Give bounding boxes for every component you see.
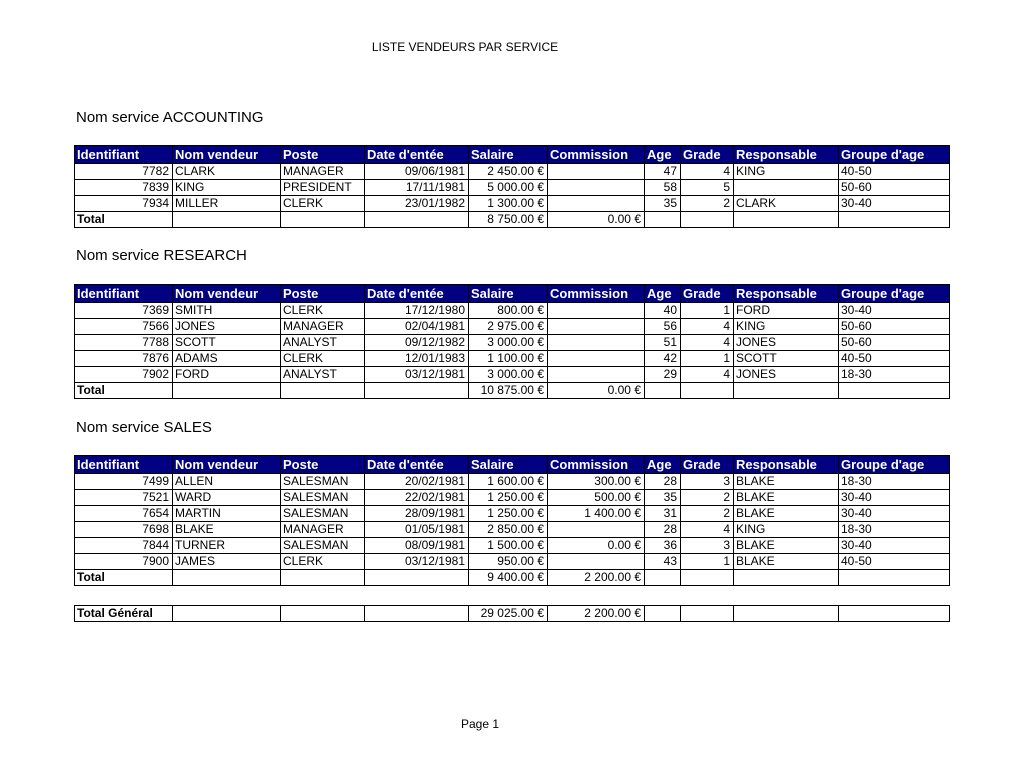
- cell-poste: CLERK: [281, 196, 365, 212]
- cell-groupe-age: 50-60: [839, 319, 950, 335]
- cell-nom-vendeur: FORD: [173, 367, 281, 383]
- cell-salaire: 950.00 €: [469, 554, 548, 570]
- cell-commission: [548, 351, 645, 367]
- cell-commission: [548, 522, 645, 538]
- total-empty-cell: [681, 212, 734, 228]
- cell-grade: 3: [681, 474, 734, 490]
- cell-age: 47: [645, 164, 681, 180]
- column-header-commission: Commission: [548, 146, 645, 164]
- cell-grade: 4: [681, 367, 734, 383]
- total-empty-cell: [645, 212, 681, 228]
- column-header-identifiant: Identifiant: [75, 456, 173, 474]
- cell-grade: 1: [681, 303, 734, 319]
- grand-total-empty-cell: [681, 606, 734, 622]
- table-row: [75, 522, 950, 538]
- column-header-groupe-age: Groupe d'age: [839, 146, 950, 164]
- cell-groupe-age: 30-40: [839, 490, 950, 506]
- total-empty-cell: [681, 570, 734, 586]
- cell-commission: [548, 319, 645, 335]
- cell-age: 28: [645, 522, 681, 538]
- cell-groupe-age: 30-40: [839, 303, 950, 319]
- cell-responsable: BLAKE: [734, 554, 839, 570]
- cell-date-entree: 03/12/1981: [365, 367, 469, 383]
- total-empty-cell: [173, 383, 281, 399]
- cell-groupe-age: 18-30: [839, 522, 950, 538]
- cell-groupe-age: 30-40: [839, 538, 950, 554]
- column-header-commission: Commission: [548, 285, 645, 303]
- cell-poste: ANALYST: [281, 367, 365, 383]
- grand-total-salaire: 29 025.00 €: [469, 606, 548, 622]
- section-heading-research: Nom service RESEARCH: [76, 247, 247, 264]
- cell-grade: 1: [681, 351, 734, 367]
- cell-responsable: KING: [734, 522, 839, 538]
- cell-commission: 500.00 €: [548, 490, 645, 506]
- total-salaire: 8 750.00 €: [469, 212, 548, 228]
- total-empty-cell: [173, 570, 281, 586]
- page-number: Page 1: [460, 717, 500, 731]
- grand-total-commission: 2 200.00 €: [548, 606, 645, 622]
- cell-salaire: 3 000.00 €: [469, 335, 548, 351]
- column-header-date-entree: Date d'entée: [365, 456, 469, 474]
- cell-date-entree: 09/06/1981: [365, 164, 469, 180]
- table-row: [75, 554, 950, 570]
- cell-date-entree: 17/12/1980: [365, 303, 469, 319]
- cell-date-entree: 17/11/1981: [365, 180, 469, 196]
- total-empty-cell: [839, 383, 950, 399]
- total-empty-cell: [365, 212, 469, 228]
- cell-groupe-age: 50-60: [839, 180, 950, 196]
- cell-responsable: BLAKE: [734, 506, 839, 522]
- header-row: [75, 146, 950, 164]
- table-row: [75, 319, 950, 335]
- grand-total-empty-cell: [173, 606, 281, 622]
- cell-salaire: 1 100.00 €: [469, 351, 548, 367]
- cell-grade: 2: [681, 490, 734, 506]
- cell-nom-vendeur: SCOTT: [173, 335, 281, 351]
- section-heading-accounting: Nom service ACCOUNTING: [76, 109, 264, 126]
- cell-age: 40: [645, 303, 681, 319]
- cell-responsable: [734, 180, 839, 196]
- cell-responsable: BLAKE: [734, 538, 839, 554]
- total-empty-cell: [734, 383, 839, 399]
- total-label: Total: [75, 383, 173, 399]
- cell-nom-vendeur: CLARK: [173, 164, 281, 180]
- total-empty-cell: [281, 383, 365, 399]
- column-header-identifiant: Identifiant: [75, 146, 173, 164]
- cell-poste: ANALYST: [281, 335, 365, 351]
- cell-salaire: 800.00 €: [469, 303, 548, 319]
- total-empty-cell: [281, 570, 365, 586]
- cell-grade: 5: [681, 180, 734, 196]
- total-empty-cell: [681, 383, 734, 399]
- cell-commission: [548, 335, 645, 351]
- cell-poste: CLERK: [281, 303, 365, 319]
- cell-salaire: 2 450.00 €: [469, 164, 548, 180]
- cell-date-entree: 02/04/1981: [365, 319, 469, 335]
- cell-identifiant: 7782: [75, 164, 173, 180]
- total-empty-cell: [839, 570, 950, 586]
- cell-grade: 3: [681, 538, 734, 554]
- table-row: [75, 367, 950, 383]
- grand-total-empty-cell: [645, 606, 681, 622]
- cell-commission: 1 400.00 €: [548, 506, 645, 522]
- column-header-nom-vendeur: Nom vendeur: [173, 146, 281, 164]
- cell-groupe-age: 40-50: [839, 164, 950, 180]
- cell-nom-vendeur: TURNER: [173, 538, 281, 554]
- cell-commission: [548, 196, 645, 212]
- table-row: [75, 164, 950, 180]
- cell-grade: 1: [681, 554, 734, 570]
- cell-age: 31: [645, 506, 681, 522]
- column-header-groupe-age: Groupe d'age: [839, 456, 950, 474]
- cell-identifiant: 7698: [75, 522, 173, 538]
- column-header-date-entree: Date d'entée: [365, 285, 469, 303]
- table-row: [75, 351, 950, 367]
- column-header-salaire: Salaire: [469, 456, 548, 474]
- cell-commission: [548, 554, 645, 570]
- cell-nom-vendeur: KING: [173, 180, 281, 196]
- cell-date-entree: 23/01/1982: [365, 196, 469, 212]
- cell-poste: MANAGER: [281, 164, 365, 180]
- table-accounting: [74, 145, 950, 228]
- cell-poste: SALESMAN: [281, 538, 365, 554]
- cell-salaire: 5 000.00 €: [469, 180, 548, 196]
- cell-salaire: 2 850.00 €: [469, 522, 548, 538]
- report-title: LISTE VENDEURS PAR SERVICE: [371, 40, 559, 54]
- column-header-nom-vendeur: Nom vendeur: [173, 456, 281, 474]
- cell-poste: MANAGER: [281, 522, 365, 538]
- table-row: [75, 506, 950, 522]
- column-header-age: Age: [645, 146, 681, 164]
- cell-date-entree: 03/12/1981: [365, 554, 469, 570]
- table-research: [74, 284, 950, 399]
- cell-commission: [548, 303, 645, 319]
- cell-responsable: SCOTT: [734, 351, 839, 367]
- cell-nom-vendeur: SMITH: [173, 303, 281, 319]
- total-commission: 0.00 €: [548, 383, 645, 399]
- cell-poste: MANAGER: [281, 319, 365, 335]
- cell-nom-vendeur: ALLEN: [173, 474, 281, 490]
- header-row: [75, 285, 950, 303]
- table-row: [75, 538, 950, 554]
- total-salaire: 10 875.00 €: [469, 383, 548, 399]
- cell-age: 56: [645, 319, 681, 335]
- cell-identifiant: 7654: [75, 506, 173, 522]
- cell-grade: 2: [681, 506, 734, 522]
- column-header-grade: Grade: [681, 285, 734, 303]
- total-empty-cell: [734, 570, 839, 586]
- cell-groupe-age: 18-30: [839, 367, 950, 383]
- cell-identifiant: 7934: [75, 196, 173, 212]
- column-header-poste: Poste: [281, 285, 365, 303]
- grand-total-empty-cell: [734, 606, 839, 622]
- total-label: Total: [75, 212, 173, 228]
- cell-commission: [548, 164, 645, 180]
- cell-age: 51: [645, 335, 681, 351]
- cell-salaire: 1 500.00 €: [469, 538, 548, 554]
- table-row: [75, 303, 950, 319]
- total-row: [75, 570, 950, 586]
- cell-groupe-age: 40-50: [839, 554, 950, 570]
- cell-poste: SALESMAN: [281, 474, 365, 490]
- column-header-poste: Poste: [281, 456, 365, 474]
- column-header-responsable: Responsable: [734, 456, 839, 474]
- cell-date-entree: 20/02/1981: [365, 474, 469, 490]
- column-header-salaire: Salaire: [469, 285, 548, 303]
- cell-date-entree: 28/09/1981: [365, 506, 469, 522]
- section-heading-sales: Nom service SALES: [76, 419, 212, 436]
- cell-commission: 0.00 €: [548, 538, 645, 554]
- cell-responsable: KING: [734, 319, 839, 335]
- total-empty-cell: [734, 212, 839, 228]
- cell-responsable: JONES: [734, 367, 839, 383]
- cell-groupe-age: 40-50: [839, 351, 950, 367]
- table-row: [75, 180, 950, 196]
- cell-poste: CLERK: [281, 554, 365, 570]
- grand-total-label: Total Général: [75, 606, 173, 622]
- cell-date-entree: 12/01/1983: [365, 351, 469, 367]
- cell-date-entree: 01/05/1981: [365, 522, 469, 538]
- column-header-date-entree: Date d'entée: [365, 146, 469, 164]
- column-header-age: Age: [645, 285, 681, 303]
- cell-identifiant: 7902: [75, 367, 173, 383]
- cell-salaire: 1 300.00 €: [469, 196, 548, 212]
- grand-total-empty-cell: [281, 606, 365, 622]
- cell-identifiant: 7844: [75, 538, 173, 554]
- cell-commission: 300.00 €: [548, 474, 645, 490]
- cell-responsable: BLAKE: [734, 490, 839, 506]
- cell-poste: CLERK: [281, 351, 365, 367]
- cell-poste: PRESIDENT: [281, 180, 365, 196]
- cell-responsable: KING: [734, 164, 839, 180]
- cell-commission: [548, 180, 645, 196]
- total-salaire: 9 400.00 €: [469, 570, 548, 586]
- table-row: [75, 490, 950, 506]
- cell-groupe-age: 30-40: [839, 506, 950, 522]
- grand-total-empty-cell: [839, 606, 950, 622]
- column-header-commission: Commission: [548, 456, 645, 474]
- cell-identifiant: 7788: [75, 335, 173, 351]
- column-header-responsable: Responsable: [734, 146, 839, 164]
- table-grand-total: [74, 605, 950, 622]
- total-commission: 2 200.00 €: [548, 570, 645, 586]
- cell-poste: SALESMAN: [281, 506, 365, 522]
- total-commission: 0.00 €: [548, 212, 645, 228]
- column-header-grade: Grade: [681, 456, 734, 474]
- cell-age: 36: [645, 538, 681, 554]
- cell-identifiant: 7369: [75, 303, 173, 319]
- total-empty-cell: [645, 383, 681, 399]
- cell-grade: 4: [681, 319, 734, 335]
- cell-age: 28: [645, 474, 681, 490]
- cell-identifiant: 7876: [75, 351, 173, 367]
- table-row: [75, 474, 950, 490]
- cell-date-entree: 08/09/1981: [365, 538, 469, 554]
- cell-nom-vendeur: MILLER: [173, 196, 281, 212]
- total-label: Total: [75, 570, 173, 586]
- cell-nom-vendeur: BLAKE: [173, 522, 281, 538]
- cell-salaire: 3 000.00 €: [469, 367, 548, 383]
- column-header-salaire: Salaire: [469, 146, 548, 164]
- cell-salaire: 1 250.00 €: [469, 506, 548, 522]
- grand-total-empty-cell: [365, 606, 469, 622]
- total-empty-cell: [281, 212, 365, 228]
- cell-grade: 4: [681, 522, 734, 538]
- cell-date-entree: 22/02/1981: [365, 490, 469, 506]
- total-empty-cell: [173, 212, 281, 228]
- cell-responsable: CLARK: [734, 196, 839, 212]
- cell-nom-vendeur: WARD: [173, 490, 281, 506]
- column-header-groupe-age: Groupe d'age: [839, 285, 950, 303]
- cell-responsable: BLAKE: [734, 474, 839, 490]
- total-empty-cell: [365, 383, 469, 399]
- column-header-poste: Poste: [281, 146, 365, 164]
- column-header-age: Age: [645, 456, 681, 474]
- cell-salaire: 1 600.00 €: [469, 474, 548, 490]
- cell-identifiant: 7839: [75, 180, 173, 196]
- column-header-grade: Grade: [681, 146, 734, 164]
- cell-salaire: 2 975.00 €: [469, 319, 548, 335]
- cell-age: 35: [645, 196, 681, 212]
- cell-nom-vendeur: JONES: [173, 319, 281, 335]
- cell-nom-vendeur: JAMES: [173, 554, 281, 570]
- column-header-responsable: Responsable: [734, 285, 839, 303]
- table-row: [75, 196, 950, 212]
- column-header-nom-vendeur: Nom vendeur: [173, 285, 281, 303]
- cell-identifiant: 7566: [75, 319, 173, 335]
- cell-groupe-age: 18-30: [839, 474, 950, 490]
- cell-groupe-age: 50-60: [839, 335, 950, 351]
- cell-responsable: FORD: [734, 303, 839, 319]
- cell-age: 29: [645, 367, 681, 383]
- cell-nom-vendeur: ADAMS: [173, 351, 281, 367]
- cell-age: 58: [645, 180, 681, 196]
- cell-age: 42: [645, 351, 681, 367]
- cell-identifiant: 7900: [75, 554, 173, 570]
- cell-groupe-age: 30-40: [839, 196, 950, 212]
- total-empty-cell: [645, 570, 681, 586]
- total-empty-cell: [839, 212, 950, 228]
- cell-nom-vendeur: MARTIN: [173, 506, 281, 522]
- cell-date-entree: 09/12/1982: [365, 335, 469, 351]
- total-row: [75, 383, 950, 399]
- cell-salaire: 1 250.00 €: [469, 490, 548, 506]
- total-row: [75, 212, 950, 228]
- cell-grade: 4: [681, 164, 734, 180]
- cell-age: 43: [645, 554, 681, 570]
- cell-commission: [548, 367, 645, 383]
- cell-grade: 2: [681, 196, 734, 212]
- cell-identifiant: 7521: [75, 490, 173, 506]
- table-sales: [74, 455, 950, 586]
- cell-poste: SALESMAN: [281, 490, 365, 506]
- table-row: [75, 335, 950, 351]
- cell-grade: 4: [681, 335, 734, 351]
- total-empty-cell: [365, 570, 469, 586]
- column-header-identifiant: Identifiant: [75, 285, 173, 303]
- cell-responsable: JONES: [734, 335, 839, 351]
- header-row: [75, 456, 950, 474]
- grand-total-row: [75, 606, 950, 622]
- cell-identifiant: 7499: [75, 474, 173, 490]
- cell-age: 35: [645, 490, 681, 506]
